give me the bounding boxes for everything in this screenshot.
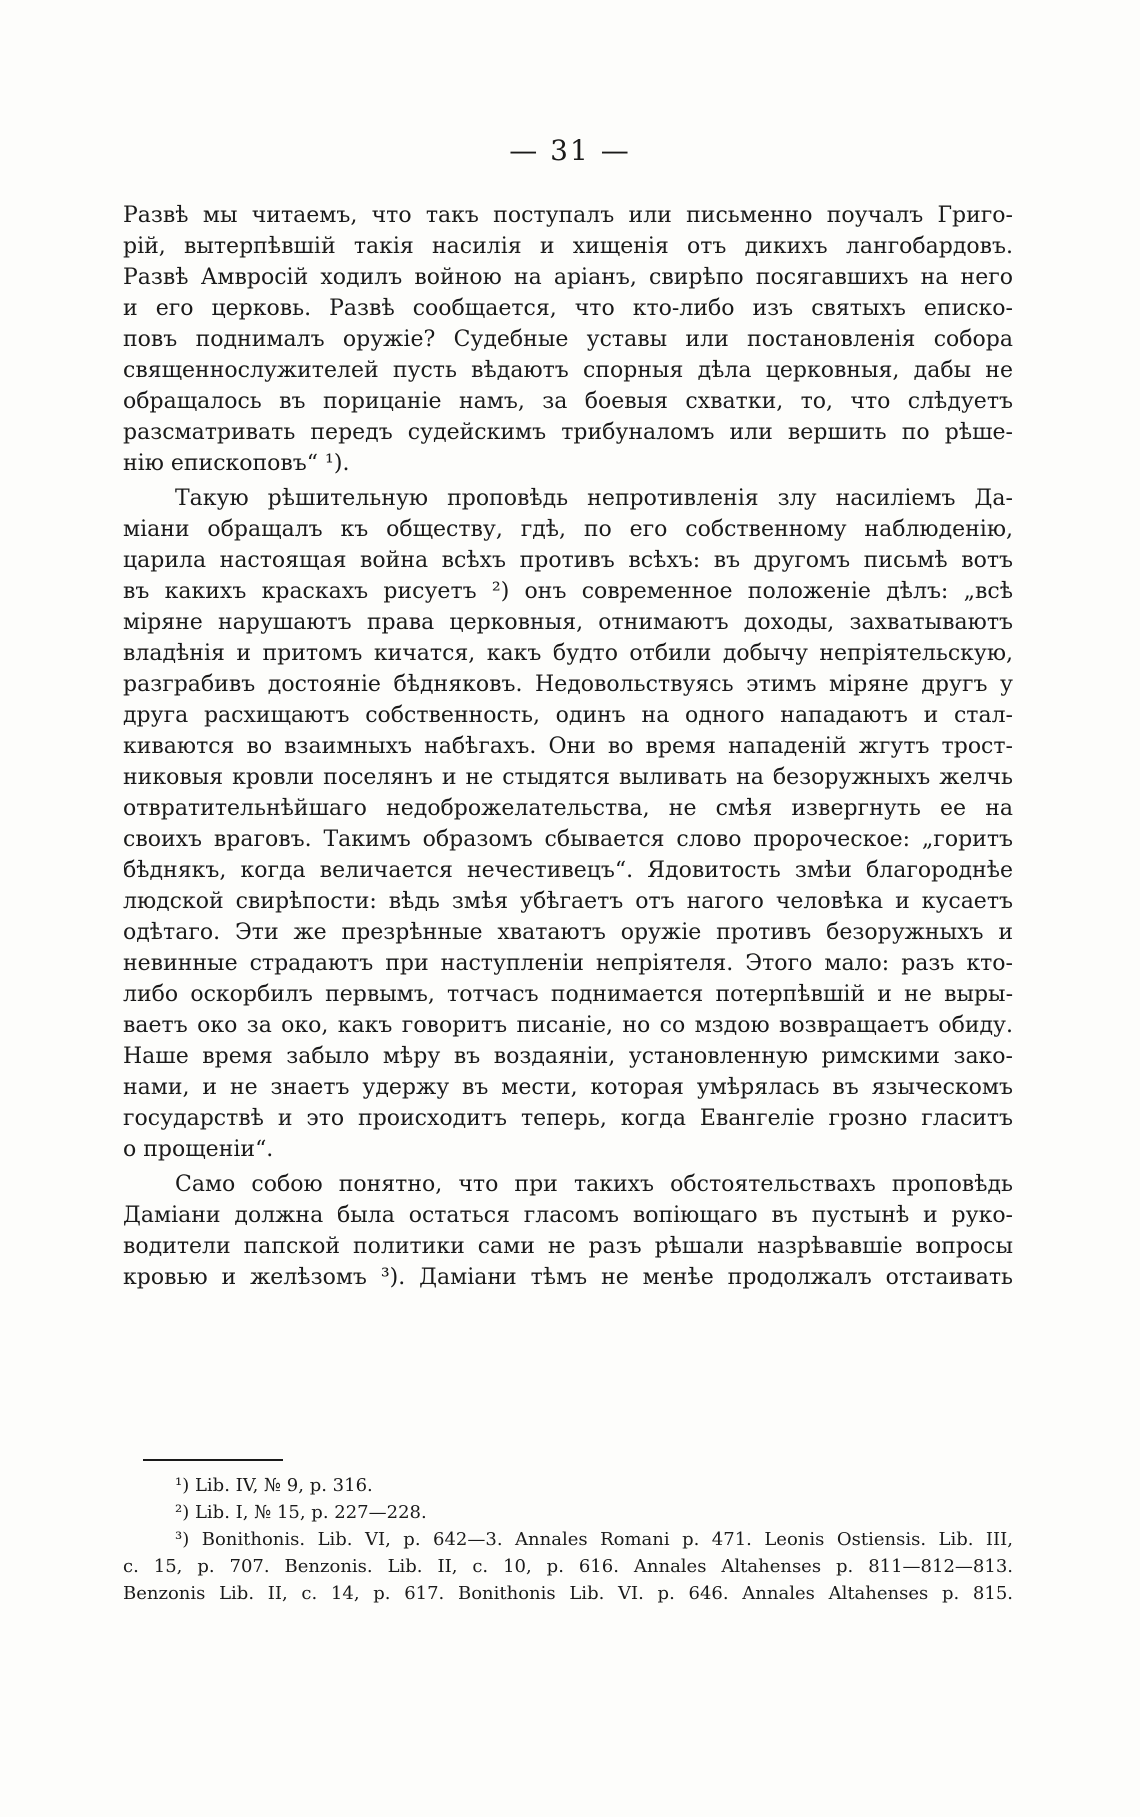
text-line: киваются во взаимныхъ набѣгахъ. Они во время нападеній жгутъ трост- xyxy=(123,734,1013,759)
text-line: разсматривать передъ судейскимъ трибуналомъ или вершить по рѣше- xyxy=(123,420,1013,445)
paragraph-1 xyxy=(123,200,1013,479)
paragraph-2 xyxy=(123,483,1013,1165)
text-line: друга расхищаютъ собственность, одинъ на одного нападаютъ и стал- xyxy=(123,703,1013,728)
text-line: обращалось въ порицаніе намъ, за боевыя схватки, то, что слѣдуетъ xyxy=(123,389,1013,414)
text-line: отвратительнѣйшаго недоброжелательства, не смѣя извергнуть ее на xyxy=(123,796,1013,821)
paragraph-3 xyxy=(123,1169,1013,1293)
text-line: о прощеніи“. xyxy=(123,1137,274,1162)
footnote-divider xyxy=(143,1459,283,1461)
text-line: своихъ враговъ. Такимъ образомъ сбывается слово пророческое: „горитъ xyxy=(123,827,1013,852)
text-line: разграбивъ достояніе бѣдняковъ. Недовольствуясь этимъ міряне другъ у xyxy=(123,672,1013,697)
text-line: государствѣ и это происходитъ теперь, когда Евангеліе грозно гласитъ xyxy=(123,1106,1013,1131)
footnote-2: ²) Lib. I, № 15, p. 227—228. xyxy=(175,1502,427,1523)
footnote-1: ¹) Lib. IV, № 9, p. 316. xyxy=(175,1475,373,1496)
text-line: въ какихъ краскахъ рисуетъ ²) онъ современное положеніе дѣлъ: „всѣ xyxy=(123,579,1013,604)
main-text xyxy=(123,200,1013,1293)
text-line: либо оскорбилъ первымъ, тотчасъ поднимается потерпѣвшій и не выры- xyxy=(123,982,1013,1007)
text-line: владѣнія и притомъ кичатся, какъ будто отбили добычу непріятельскую, xyxy=(123,641,1013,666)
page-number: — 31 — xyxy=(509,134,631,167)
text-line: одѣтаго. Эти же презрѣнные хватаютъ оружіе противъ безоружныхъ и xyxy=(123,920,1013,945)
text-line: водители папской политики сами не разъ рѣшали назрѣвавшіе вопросы xyxy=(123,1234,1013,1259)
text-line: Даміани должна была остаться гласомъ вопіющаго въ пустынѣ и руко- xyxy=(123,1203,1013,1228)
text-line: нію епископовъ“ ¹). xyxy=(123,451,350,476)
text-line: кровью и желѣзомъ ³). Даміани тѣмъ не менѣе продолжалъ отстаивать xyxy=(123,1265,1013,1290)
text-line: царила настоящая война всѣхъ противъ всѣхъ: въ другомъ письмѣ вотъ xyxy=(123,548,1013,573)
text-line: и его церковь. Развѣ сообщается, что кто-либо изъ святыхъ еписко- xyxy=(123,296,1013,321)
footnote-3: ³) Bonithonis. Lib. VI, p. 642—3. Annales Romani p. 471. Leonis Ostiensis. Lib. III, xyxy=(175,1529,1013,1550)
text-line: Само собою понятно, что при такихъ обстоятельствахъ проповѣдь xyxy=(175,1172,1013,1197)
text-line: ваетъ око за око, какъ говоритъ писаніе, но со мздою возвращаетъ обиду. xyxy=(123,1013,1013,1038)
text-line: Такую рѣшительную проповѣдь непротивленія злу насиліемъ Да- xyxy=(175,486,1013,511)
text-line: невинные страдаютъ при наступленіи непріятеля. Этого мало: разъ кто- xyxy=(123,951,1013,976)
text-line: міани обращалъ къ обществу, гдѣ, по его собственному наблюденію, xyxy=(123,517,1013,542)
text-line: нами, и не знаетъ удержу въ мести, которая умѣрялась въ языческомъ xyxy=(123,1075,1013,1100)
footnote-3-cont: c. 15, p. 707. Benzonis. Lib. II, c. 10, p. 616. Annales Altahenses p. 811—812—813. xyxy=(123,1556,1013,1577)
footnotes xyxy=(123,1472,1013,1607)
text-line: никовыя кровли поселянъ и не стыдятся выливать на безоружныхъ желчь xyxy=(123,765,1013,790)
text-line: бѣднякъ, когда величается нечестивецъ“. Ядовитость змѣи благороднѣе xyxy=(123,858,1013,883)
text-line: Развѣ мы читаемъ, что такъ поступалъ или письменно поучалъ Григо- xyxy=(123,203,1013,228)
text-line: Развѣ Амвросій ходилъ войною на аріанъ, свирѣпо посягавшихъ на него xyxy=(123,265,1013,290)
text-line: рій, вытерпѣвшій такія насилія и хищенія отъ дикихъ лангобардовъ. xyxy=(123,234,1013,259)
text-line: Наше время забыло мѣру въ воздаяніи, установленную римскими зако- xyxy=(123,1044,1013,1069)
text-line: міряне нарушаютъ права церковныя, отнимаютъ доходы, захватываютъ xyxy=(123,610,1013,635)
text-line: повъ поднималъ оружіе? Судебные уставы или постановленія собора xyxy=(123,327,1013,352)
text-line: священнослужителей пусть вѣдаютъ спорныя дѣла церковныя, дабы не xyxy=(123,358,1013,383)
footnote-3-cont: Benzonis Lib. II, c. 14, p. 617. Bonithonis Lib. VI. p. 646. Annales Altahenses p. 815. xyxy=(123,1583,1013,1604)
text-line: людской свирѣпости: вѣдь змѣя убѣгаетъ отъ нагого человѣка и кусаетъ xyxy=(123,889,1013,914)
